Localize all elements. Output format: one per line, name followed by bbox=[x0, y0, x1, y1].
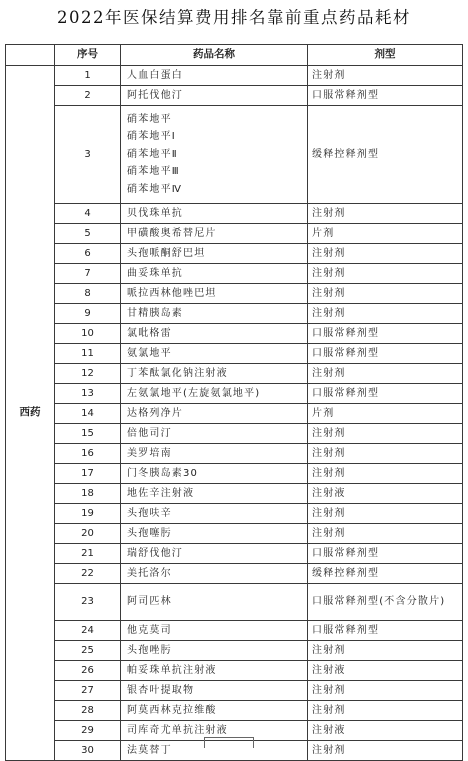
dosage-form: 注射剂 bbox=[308, 203, 463, 223]
dosage-form: 注射剂 bbox=[308, 363, 463, 383]
drug-table bbox=[5, 44, 463, 761]
dosage-form: 注射剂 bbox=[308, 423, 463, 443]
drug-name-line: 硝苯地平 bbox=[127, 113, 172, 125]
drug-name bbox=[121, 283, 308, 303]
drug-name-line: 法莫替丁 bbox=[127, 744, 172, 756]
drug-name bbox=[121, 105, 308, 203]
table-row bbox=[6, 223, 463, 243]
dosage-form: 片剂 bbox=[308, 223, 463, 243]
drug-name-line: 哌拉西林他唑巴坦 bbox=[127, 287, 217, 299]
table-row bbox=[6, 423, 463, 443]
drug-name bbox=[121, 243, 308, 263]
dosage-form: 注射剂 bbox=[308, 523, 463, 543]
table-row bbox=[6, 263, 463, 283]
row-number: 7 bbox=[55, 263, 121, 283]
drug-name-line: 头孢呋辛 bbox=[127, 507, 172, 519]
drug-name bbox=[121, 700, 308, 720]
table-row bbox=[6, 283, 463, 303]
row-number: 26 bbox=[55, 660, 121, 680]
dosage-form: 注射剂 bbox=[308, 700, 463, 720]
drug-name-line: 阿托伐他汀 bbox=[127, 89, 183, 101]
drug-name bbox=[121, 343, 308, 363]
row-number: 25 bbox=[55, 640, 121, 660]
drug-name bbox=[121, 680, 308, 700]
dosage-form: 注射剂 bbox=[308, 640, 463, 660]
table-row bbox=[6, 583, 463, 620]
drug-name bbox=[121, 363, 308, 383]
table-row bbox=[6, 700, 463, 720]
table-row bbox=[6, 543, 463, 563]
table-row bbox=[6, 483, 463, 503]
row-number: 5 bbox=[55, 223, 121, 243]
row-number: 9 bbox=[55, 303, 121, 323]
dosage-form: 口服常释剂型 bbox=[308, 383, 463, 403]
row-number: 24 bbox=[55, 620, 121, 640]
row-number: 21 bbox=[55, 543, 121, 563]
drug-name bbox=[121, 503, 308, 523]
drug-name-line: 头孢噻肟 bbox=[127, 527, 172, 539]
row-number: 2 bbox=[55, 85, 121, 105]
table-row bbox=[6, 323, 463, 343]
row-number: 30 bbox=[55, 740, 121, 760]
category-cell: 西药 bbox=[6, 65, 55, 760]
table-row bbox=[6, 680, 463, 700]
header-name: 药品名称 bbox=[121, 45, 308, 66]
row-number: 13 bbox=[55, 383, 121, 403]
table-row bbox=[6, 563, 463, 583]
drug-name bbox=[121, 303, 308, 323]
header-form: 剂型 bbox=[308, 45, 463, 66]
drug-name bbox=[121, 85, 308, 105]
table-row bbox=[6, 243, 463, 263]
row-number: 20 bbox=[55, 523, 121, 543]
dosage-form: 口服常释剂型(不含分散片) bbox=[308, 583, 463, 620]
drug-name bbox=[121, 620, 308, 640]
row-number: 1 bbox=[55, 65, 121, 85]
drug-name bbox=[121, 383, 308, 403]
row-number: 10 bbox=[55, 323, 121, 343]
row-number: 17 bbox=[55, 463, 121, 483]
dosage-form: 口服常释剂型 bbox=[308, 620, 463, 640]
dosage-form: 注射剂 bbox=[308, 680, 463, 700]
drug-name-line: 头孢哌酮舒巴坦 bbox=[127, 247, 206, 259]
drug-name-line: 人血白蛋白 bbox=[127, 69, 183, 81]
row-number: 12 bbox=[55, 363, 121, 383]
table-row bbox=[6, 105, 463, 203]
drug-name bbox=[121, 323, 308, 343]
table-row bbox=[6, 463, 463, 483]
drug-name-line: 丁苯酞氯化钠注射液 bbox=[127, 367, 228, 379]
drug-name-line: 硝苯地平Ⅰ bbox=[127, 131, 176, 143]
dosage-form: 口服常释剂型 bbox=[308, 543, 463, 563]
table-row bbox=[6, 443, 463, 463]
drug-name bbox=[121, 65, 308, 85]
drug-name-line: 阿司匹林 bbox=[127, 596, 172, 608]
dosage-form: 口服常释剂型 bbox=[308, 323, 463, 343]
dosage-form: 注射液 bbox=[308, 720, 463, 740]
row-number: 18 bbox=[55, 483, 121, 503]
dosage-form: 注射剂 bbox=[308, 283, 463, 303]
drug-name-line: 司库奇尤单抗注射液 bbox=[127, 724, 228, 736]
drug-name bbox=[121, 583, 308, 620]
drug-name-line: 阿莫西林克拉维酸 bbox=[127, 704, 217, 716]
drug-name-line: 倍他司汀 bbox=[127, 427, 172, 439]
dosage-form: 注射剂 bbox=[308, 443, 463, 463]
dosage-form: 口服常释剂型 bbox=[308, 85, 463, 105]
table-row bbox=[6, 85, 463, 105]
drug-name-line: 贝伐珠单抗 bbox=[127, 207, 183, 219]
page-title: 2022年医保结算费用排名靠前重点药品耗材 bbox=[57, 8, 411, 27]
row-number: 11 bbox=[55, 343, 121, 363]
drug-name-line: 地佐辛注射液 bbox=[127, 487, 195, 499]
drug-name-line: 硝苯地平Ⅲ bbox=[127, 166, 180, 178]
row-number: 4 bbox=[55, 203, 121, 223]
drug-name bbox=[121, 660, 308, 680]
dosage-form: 缓释控释剂型 bbox=[308, 563, 463, 583]
row-number: 16 bbox=[55, 443, 121, 463]
row-number: 29 bbox=[55, 720, 121, 740]
drug-name bbox=[121, 263, 308, 283]
dosage-form: 注射剂 bbox=[308, 263, 463, 283]
drug-name bbox=[121, 640, 308, 660]
row-number: 15 bbox=[55, 423, 121, 443]
drug-name bbox=[121, 543, 308, 563]
drug-name-line: 氨氯地平 bbox=[127, 347, 172, 359]
drug-name-line: 头孢唑肟 bbox=[127, 644, 172, 656]
drug-name-line: 曲妥珠单抗 bbox=[127, 267, 183, 279]
drug-name bbox=[121, 403, 308, 423]
dosage-form: 注射剂 bbox=[308, 503, 463, 523]
table-row bbox=[6, 343, 463, 363]
drug-name-line: 美托洛尔 bbox=[127, 567, 172, 579]
dosage-form: 注射剂 bbox=[308, 65, 463, 85]
row-number: 23 bbox=[55, 583, 121, 620]
drug-name bbox=[121, 443, 308, 463]
table-row bbox=[6, 660, 463, 680]
drug-name-line: 达格列净片 bbox=[127, 407, 183, 419]
drug-name-line: 硝苯地平Ⅱ bbox=[127, 148, 178, 160]
drug-name-line: 甘精胰岛素 bbox=[127, 307, 183, 319]
header-no: 序号 bbox=[55, 45, 121, 66]
row-number: 8 bbox=[55, 283, 121, 303]
row-number: 6 bbox=[55, 243, 121, 263]
table-row bbox=[6, 640, 463, 660]
table-row bbox=[6, 203, 463, 223]
table-row bbox=[6, 383, 463, 403]
drug-name-line: 氯吡格雷 bbox=[127, 327, 172, 339]
category-header bbox=[6, 45, 55, 66]
table-row bbox=[6, 403, 463, 423]
dosage-form: 注射液 bbox=[308, 660, 463, 680]
drug-name-line: 硝苯地平Ⅳ bbox=[127, 183, 183, 195]
drug-name bbox=[121, 423, 308, 443]
header-row bbox=[6, 45, 463, 66]
row-number: 3 bbox=[55, 105, 121, 203]
row-number: 27 bbox=[55, 680, 121, 700]
row-number: 19 bbox=[55, 503, 121, 523]
dosage-form: 缓释控释剂型 bbox=[308, 105, 463, 203]
sheet-tab-edge bbox=[204, 737, 254, 748]
dosage-form: 注射剂 bbox=[308, 740, 463, 760]
drug-name bbox=[121, 483, 308, 503]
dosage-form: 片剂 bbox=[308, 403, 463, 423]
table-row bbox=[6, 620, 463, 640]
dosage-form: 注射液 bbox=[308, 483, 463, 503]
table-row bbox=[6, 523, 463, 543]
table-row bbox=[6, 363, 463, 383]
drug-name-line: 银杏叶提取物 bbox=[127, 684, 195, 696]
drug-name-line: 左氨氯地平(左旋氨氯地平) bbox=[127, 387, 261, 399]
dosage-form: 注射剂 bbox=[308, 303, 463, 323]
drug-name bbox=[121, 463, 308, 483]
drug-name bbox=[121, 523, 308, 543]
dosage-form: 注射剂 bbox=[308, 463, 463, 483]
drug-name bbox=[121, 203, 308, 223]
drug-name-line: 帕妥珠单抗注射液 bbox=[127, 664, 217, 676]
drug-name-line: 美罗培南 bbox=[127, 447, 172, 459]
table-row bbox=[6, 65, 463, 85]
drug-name bbox=[121, 563, 308, 583]
drug-name bbox=[121, 223, 308, 243]
row-number: 14 bbox=[55, 403, 121, 423]
drug-name-line: 甲磺酸奥希替尼片 bbox=[127, 227, 217, 239]
dosage-form: 口服常释剂型 bbox=[308, 343, 463, 363]
dosage-form: 注射剂 bbox=[308, 243, 463, 263]
row-number: 22 bbox=[55, 563, 121, 583]
table-row bbox=[6, 303, 463, 323]
drug-name-line: 他克莫司 bbox=[127, 624, 172, 636]
drug-name-line: 门冬胰岛素30 bbox=[127, 467, 199, 479]
drug-name-line: 瑞舒伐他汀 bbox=[127, 547, 183, 559]
table-row bbox=[6, 503, 463, 523]
row-number: 28 bbox=[55, 700, 121, 720]
